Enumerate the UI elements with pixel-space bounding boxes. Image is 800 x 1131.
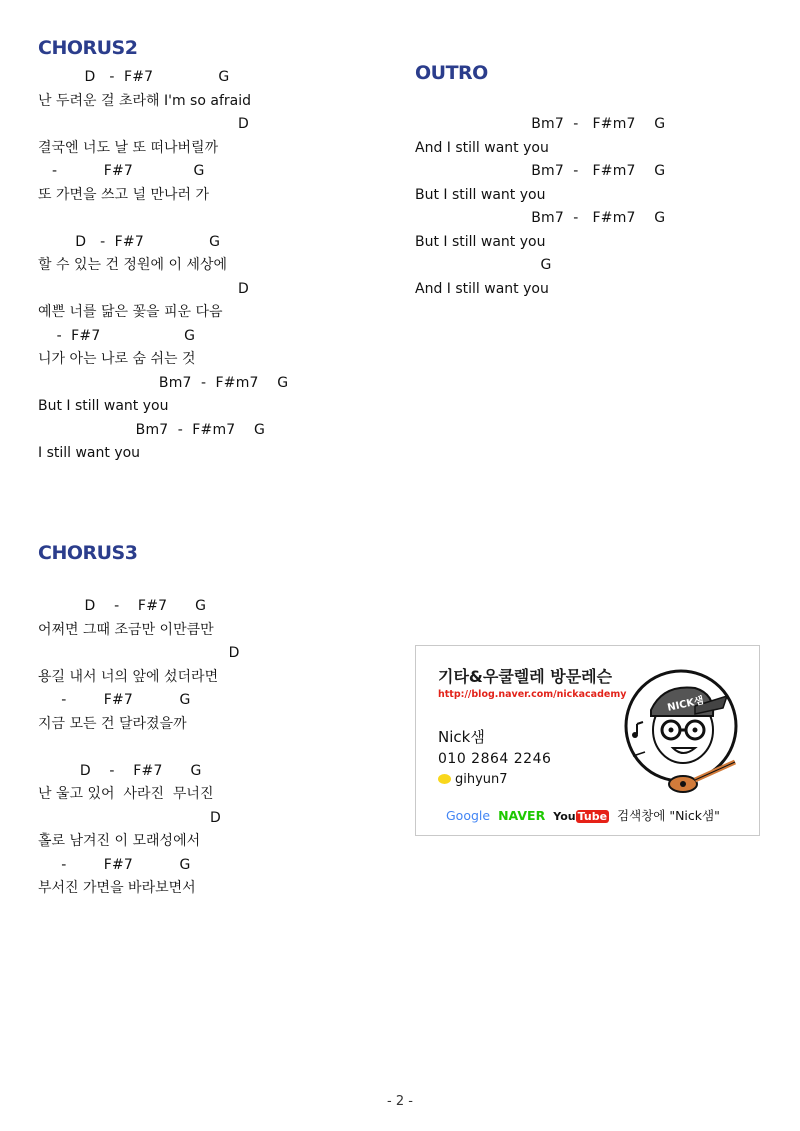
chord-line: Bm7 - F#m7 G [415, 116, 666, 132]
outro-lines [415, 113, 665, 301]
google-logo: Google [446, 808, 491, 823]
kakao-talk-icon [438, 774, 451, 784]
card-search-row [446, 806, 720, 824]
lyric-line: 결국엔 너도 날 또 떠나버릴까 [38, 139, 219, 156]
lyric-line: But I still want you [38, 398, 169, 414]
lyric-line: I still want you [38, 445, 141, 461]
chorus2-lines [38, 66, 288, 466]
lyric-line: 어쩌면 그때 조금만 이만큼만 [38, 621, 214, 638]
chord-line: G [415, 257, 552, 273]
lyric-line: 용길 내서 너의 앞에 섰더라면 [38, 668, 219, 685]
chord-line: Bm7 - F#m7 G [415, 163, 666, 179]
lyric-line: 부서진 가면을 바라보면서 [38, 880, 196, 896]
youtube-logo-tube: Tube [577, 810, 608, 823]
chord-line: D [38, 645, 240, 661]
chord-line: - F#7 G [38, 856, 191, 873]
page-number: - 2 - [387, 1094, 413, 1109]
lyric-line: 예쁜 너를 닮은 꽃을 피운 다음 [38, 304, 223, 320]
chord-line: - F#7 G [38, 692, 191, 708]
search-note: 검색창에 "Nick샘" [617, 808, 720, 823]
lyric-line: 홀로 남겨진 이 모래성에서 [38, 833, 201, 849]
blank-line [38, 736, 240, 760]
naver-logo: NAVER [498, 808, 546, 823]
avatar-hat-text: NICK샘 [666, 695, 705, 714]
chord-line: Bm7 - F#m7 G [38, 374, 289, 391]
card-title: 기타&우쿨렐레 방문레슨 [438, 667, 613, 686]
chord-line: D - F#7 G [38, 233, 221, 250]
cartoon-avatar-icon [623, 668, 743, 798]
lyric-line: 난 두려운 걸 초라해 I'm so afraid [38, 92, 251, 109]
lyric-line: And I still want you [415, 139, 549, 156]
youtube-logo [553, 810, 609, 823]
lyric-line: 지금 모든 건 달라졌을까 [38, 715, 187, 732]
chord-line: D [38, 116, 249, 132]
card-kakao-id: gihyun7 [455, 772, 508, 787]
card-phone: 010 2864 2246 [438, 751, 552, 767]
outro-heading: OUTRO [415, 62, 488, 84]
lyric-line: 할 수 있는 건 정원에 이 세상에 [38, 257, 227, 273]
chord-line: D - F#7 G [38, 762, 202, 779]
chord-line: Bm7 - F#m7 G [415, 210, 666, 226]
chord-line: - F#7 G [38, 163, 205, 179]
youtube-logo-you: You [553, 810, 576, 823]
lyric-line: And I still want you [415, 280, 549, 297]
lyric-line: But I still want you [415, 186, 546, 203]
card-kakao [438, 772, 508, 787]
chord-line: D [38, 809, 222, 826]
lyric-line: But I still want you [415, 233, 546, 250]
chord-line: D - F#7 G [38, 69, 230, 85]
chord-line: D [38, 280, 249, 297]
chorus3-heading: CHORUS3 [38, 542, 138, 564]
card-blog-link[interactable]: http://blog.naver.com/nickacademy [438, 689, 627, 700]
chorus2-heading: CHORUS2 [38, 37, 138, 59]
lyric-line: 니가 아는 나로 숨 쉬는 것 [38, 351, 196, 367]
chord-line: - F#7 G [38, 327, 196, 344]
blank-line [38, 207, 288, 231]
lyric-line: 난 울고 있어 사라진 무너진 [38, 786, 214, 802]
card-name: Nick샘 [438, 728, 485, 746]
chorus3-lines [38, 595, 240, 901]
lyric-line: 또 가면을 쓰고 널 만나러 가 [38, 186, 210, 203]
chord-line: Bm7 - F#m7 G [38, 421, 266, 438]
business-card [415, 645, 760, 836]
chord-line: D - F#7 G [38, 598, 207, 614]
